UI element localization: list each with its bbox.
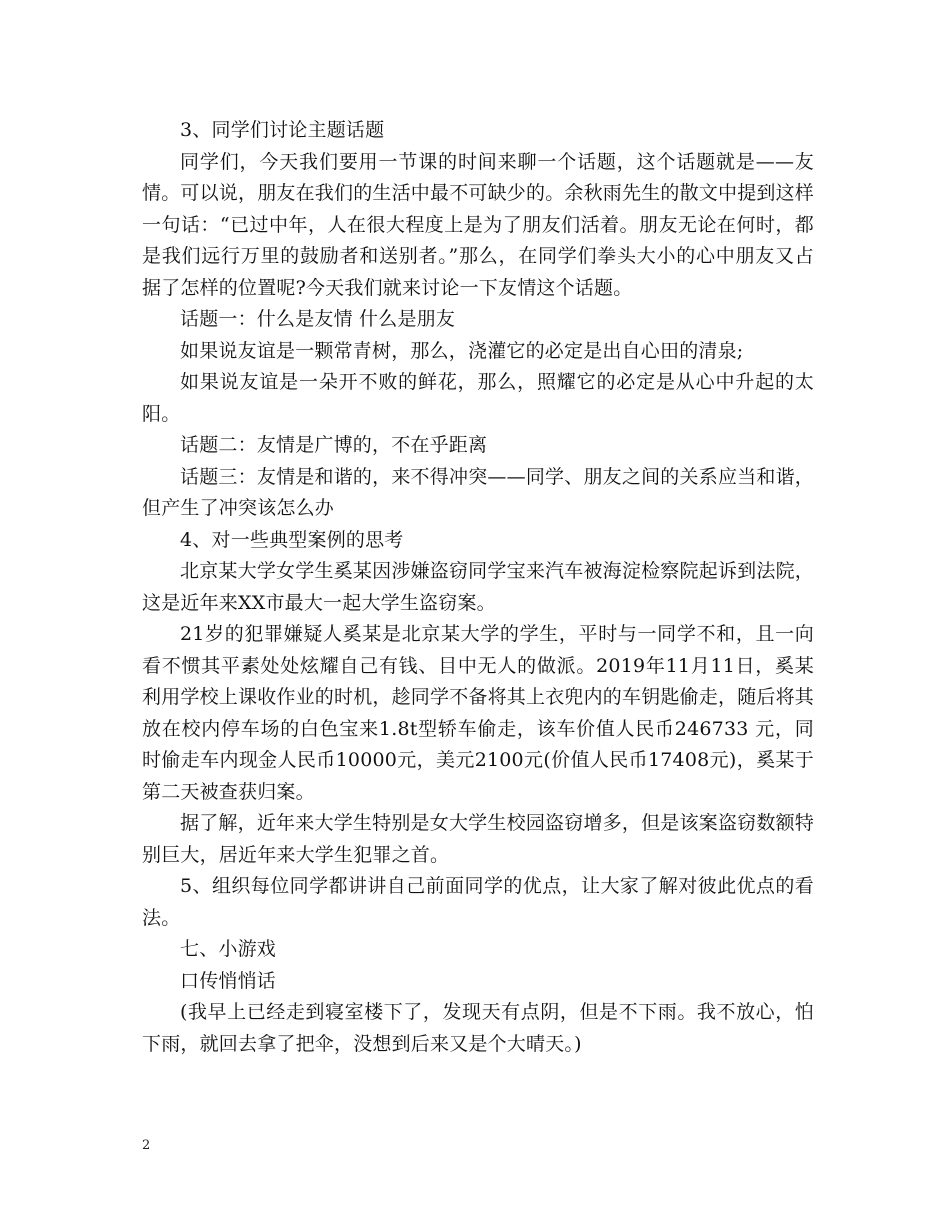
topic-one-heading: 话题一：什么是友情 什么是朋友 [180, 308, 456, 330]
paragraph-friendship-intro: 同学们，今天我们要用一节课的时间来聊一个话题，这个话题就是——友情。可以说，朋友在我们的生活中最不可缺少的。余秋雨先生的散文中提到这样一句话：“已过中年，人在很大程度上是为了朋友们活着。朋友无论在何时，都是我们远行万里的鼓励者和送别者。”那么，在同学们拳头大小的心中朋友又占据了怎样的位置呢?今天我们就来讨论一下友情这个话题。 [142, 150, 815, 299]
topic-two-heading: 话题二：友情是广博的，不在乎距离 [180, 434, 488, 456]
page-number: 2 [142, 1138, 151, 1153]
game-title: 口传悄悄话 [180, 969, 277, 992]
paragraph-flower: 如果说友谊是一朵开不败的鲜花，那么，照耀它的必定是从心中升起的太阳。 [142, 371, 814, 425]
section-heading-game: 七、小游戏 [180, 938, 277, 960]
paragraph-case-analysis: 据了解，近年来大学生特别是女大学生校园盗窃增多，但是该案盗窃数额特别巨大，居近年来大学生犯罪之首。 [142, 812, 814, 866]
paragraph-case-summary: 北京某大学女学生奚某因涉嫌盗窃同学宝来汽车被海淀检察院起诉到法院，这是近年来XX市最大一起大学生盗窃案。 [142, 560, 814, 614]
paragraph-evergreen: 如果说友谊是一颗常青树，那么，浇灌它的必定是出自心田的清泉; [180, 339, 744, 362]
topic-three-heading: 话题三：友情是和谐的，来不得冲突——同学、朋友之间的关系应当和谐，但产生了冲突该怎么办 [142, 465, 814, 519]
paragraph-case-details: 21岁的犯罪嫌疑人奚某是北京某大学的学生，平时与一同学不和，且一向看不惯其平素处处炫耀自己有钱、目中无人的做派。2019年11月11日，奚某利用学校上课收作业的时机，趁同学不备将其上衣兜内的车钥匙偷走，随后将其放在校内停车场的白色宝来1.8t型轿车偷走，该车价值人民币246733 元，同时偷走车内现金人民币10000元，美元2100元(价值人民币17408元)，奚某于第二天被查获归案。 [142, 623, 815, 803]
paragraph-game-message: (我早上已经走到寝室楼下了，发现天有点阴，但是不下雨。我不放心，怕下雨，就回去拿了把伞，没想到后来又是个大晴天。) [142, 1001, 814, 1055]
section-heading-strengths: 5、组织每位同学都讲讲自己前面同学的优点，让大家了解对彼此优点的看法。 [142, 875, 814, 929]
document-body [142, 115, 814, 1060]
section-heading-cases: 4、对一些典型案例的思考 [180, 528, 404, 551]
section-heading-discussion: 3、同学们讨论主题话题 [180, 119, 385, 141]
